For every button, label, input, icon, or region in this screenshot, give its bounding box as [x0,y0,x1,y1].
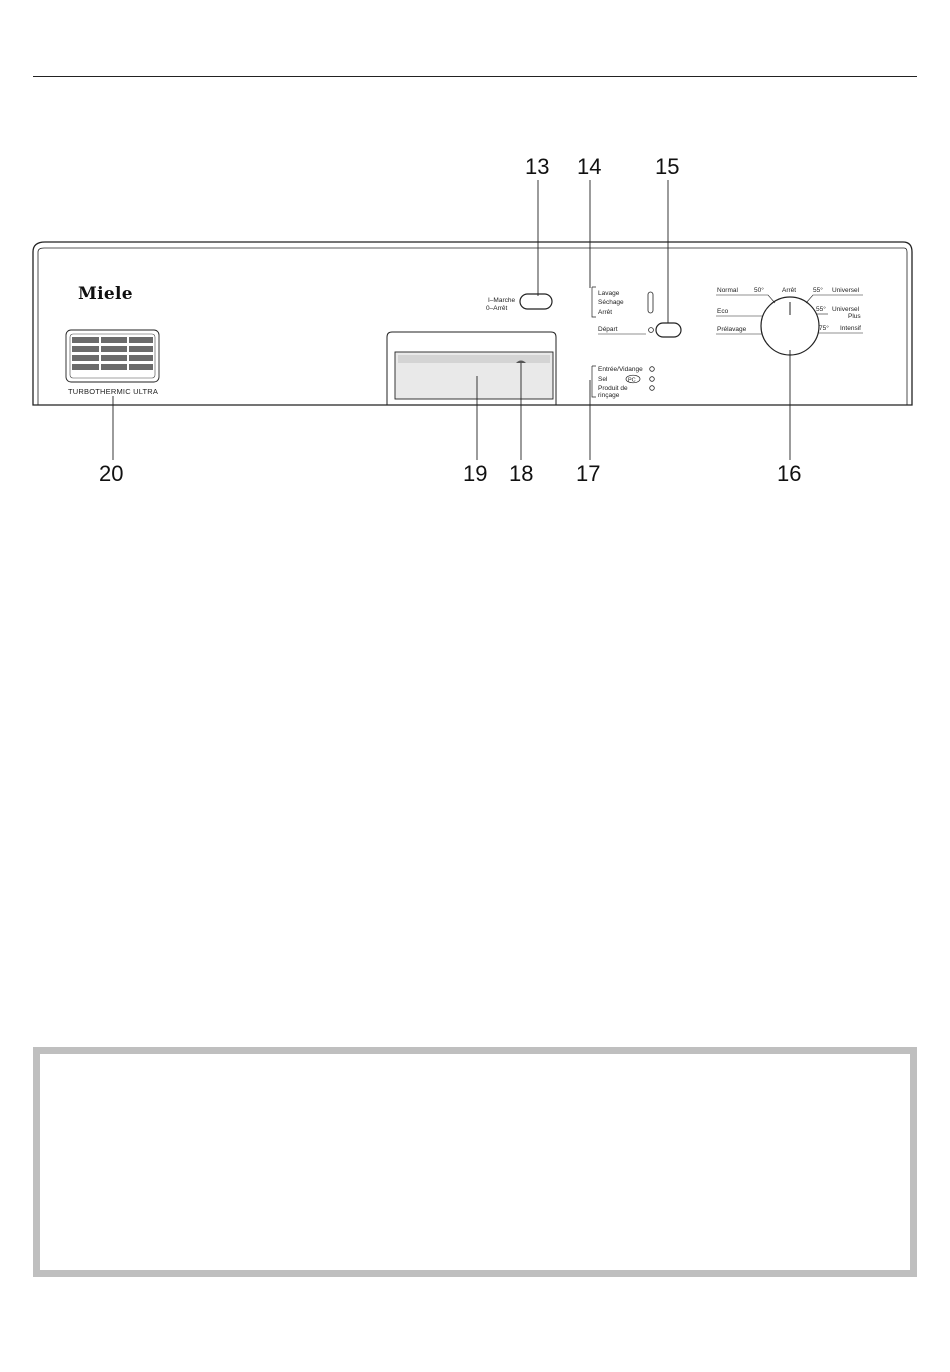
indicator-produit-label: Produit de [598,385,628,392]
note-box [33,1047,917,1277]
phase-lavage-label: Lavage [598,290,620,297]
indicator-led-3 [650,386,655,391]
pc-badge-label: PC [628,377,636,384]
indicator-led-1 [650,367,655,372]
callout-13: 13 [525,154,550,179]
power-off-label: 0–Arrêt [486,305,508,312]
callout-14: 14 [577,154,602,179]
indicator-entree-vidange-label: Entrée/Vidange [598,366,643,373]
prog-universel-label: Universel [832,287,860,294]
callout-20: 20 [99,461,124,486]
phase-indicator [648,292,653,313]
prog-normal-label: Normal [717,287,738,294]
prog-intensif-label: Intensif [840,325,861,332]
prog-75-label: 75° [819,325,829,332]
callout-19: 19 [463,461,488,486]
leader-lines [113,180,790,460]
model-label: TURBOTHERMIC ULTRA [68,387,159,396]
vent-grille [66,330,159,382]
phase-arret-label: Arrêt [598,309,613,316]
callout-17: 17 [576,461,601,486]
power-button[interactable] [520,294,552,309]
prog-universel-plus-label: Universel [832,306,860,313]
prog-55a-label: 55° [813,287,823,294]
indicator-rincage-label: rinçage [598,392,620,399]
prog-arret-label: Arrêt [782,287,797,294]
prog-50-label: 50° [754,287,764,294]
start-label: Départ [598,326,618,333]
control-panel-diagram [0,0,950,520]
indicator-sel-label: Sel [598,376,608,383]
power-on-label: I–Marche [488,297,516,304]
phase-sechage-label: Séchage [598,299,624,306]
callout-18: 18 [509,461,534,486]
callout-16: 16 [777,461,802,486]
callout-15: 15 [655,154,680,179]
prog-prelavage-label: Prélavage [717,326,747,333]
handle-shading [398,355,550,363]
prog-55b-label: 55° [816,306,826,313]
start-button[interactable] [656,323,681,337]
prog-plus-label: Plus [848,313,861,320]
brand-logo: Miele [78,284,133,304]
indicator-led-2 [650,377,655,382]
prog-eco-label: Eco [717,308,729,315]
start-led [649,328,654,333]
